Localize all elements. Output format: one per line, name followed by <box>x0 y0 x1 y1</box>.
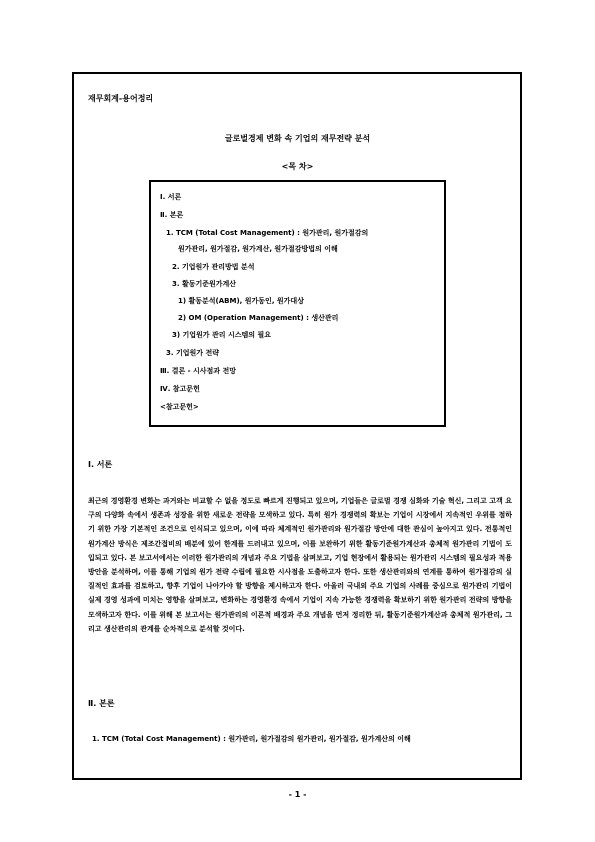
toc-item: 3. 기업원가 전략 <box>166 349 219 357</box>
document-title: 글로벌경제 변화 속 기업의 재무전략 분석 <box>224 134 371 143</box>
table-of-contents <box>149 180 446 427</box>
toc-item: 3. 활동기준원가계산 <box>172 280 237 288</box>
toc-item: 2. 기업원가 관리방법 분석 <box>172 263 255 271</box>
body-heading: Ⅱ. 본론 <box>88 699 115 708</box>
page-number: - 1 - <box>288 790 307 799</box>
toc-item: <참고문헌> <box>160 403 199 411</box>
toc-item: Ⅲ. 결론 - 시사점과 전망 <box>160 367 237 375</box>
toc-item: 3) 기업원가 관리 시스템의 필요 <box>172 331 271 339</box>
toc-item: 1. TCM (Total Cost Management) : 원가관리, 원가절감의 <box>166 229 369 237</box>
body-subheading: 1. TCM (Total Cost Management) : 원가관리, 원가절감의 원가관리, 원가절감, 원가계산의 이해 <box>92 735 411 743</box>
toc-item: Ⅰ. 서론 <box>160 193 182 201</box>
toc-item: 2) OM (Operation Management) : 생산관리 <box>178 314 339 322</box>
intro-heading: Ⅰ. 서론 <box>88 460 113 469</box>
toc-item: 원가관리, 원가절감, 원가계산, 원가절감방법의 이해 <box>178 245 338 253</box>
header-label: 재무회계-용어정리 <box>88 94 154 103</box>
intro-paragraph: 최근의 경영환경 변화는 과거와는 비교할 수 없을 정도로 빠르게 진행되고 있으며, 기업들은 글로벌 경쟁 심화와 기술 혁신, 그리고 고객 요구의 다양화 속에서 생존과 성장을 위한 새로운 전략을 모색하고 있다. 특히 원가 경쟁력의 확보는 기업이 시장에서 지속적인 우위를 점하기 위한 가장 기본적인 조건으로 인식되고 있으며, 이에 따라 체계적인 원가관리와 원가절감 방안에 대한 관심이 높아지고 있다. 전통적인 원가계산 방식은 제조간접비의 배분에 있어 한계를 드러내고 있으며, 이를 보완하기 위한 활동기준원가계산과 총체적 원가관리 기법이 도입되고 있다. 본 보고서에서는 이러한 원가관리의 개념과 주요 기법을 살펴보고, 기업 현장에서 활용되는 원가관리 시스템의 필요성과 적용 방안을 분석하며, 이를 통해 기업의 원가 전략 수립에 필요한 시사점을 도출하고자 한다. 또한 생산관리와의 연계를 통하여 원가절감의 실질적인 효과를 검토하고, 향후 기업이 나아가야 할 방향을 제시하고자 한다. 아울러 국내외 주요 기업의 사례를 중심으로 원가관리 기법이 실제 경영 성과에 미치는 영향을 살펴보고, 변화하는 경영환경 속에서 기업이 지속 가능한 경쟁력을 확보하기 위한 원가관리 전략의 방향을 모색하고자 한다. 이를 위해 본 보고서는 원가관리의 이론적 배경과 주요 개념을 먼저 정리한 뒤, 활동기준원가계산과 총체적 원가관리, 그리고 생산관리의 관계를 순차적으로 분석할 것이다. <box>88 497 512 633</box>
toc-caption: <목 차> <box>281 162 314 171</box>
toc-item: Ⅱ. 본론 <box>160 211 184 219</box>
toc-item: Ⅳ. 참고문헌 <box>160 385 200 393</box>
toc-item: 1) 활동분석(ABM), 원가동인, 원가대상 <box>178 297 304 305</box>
